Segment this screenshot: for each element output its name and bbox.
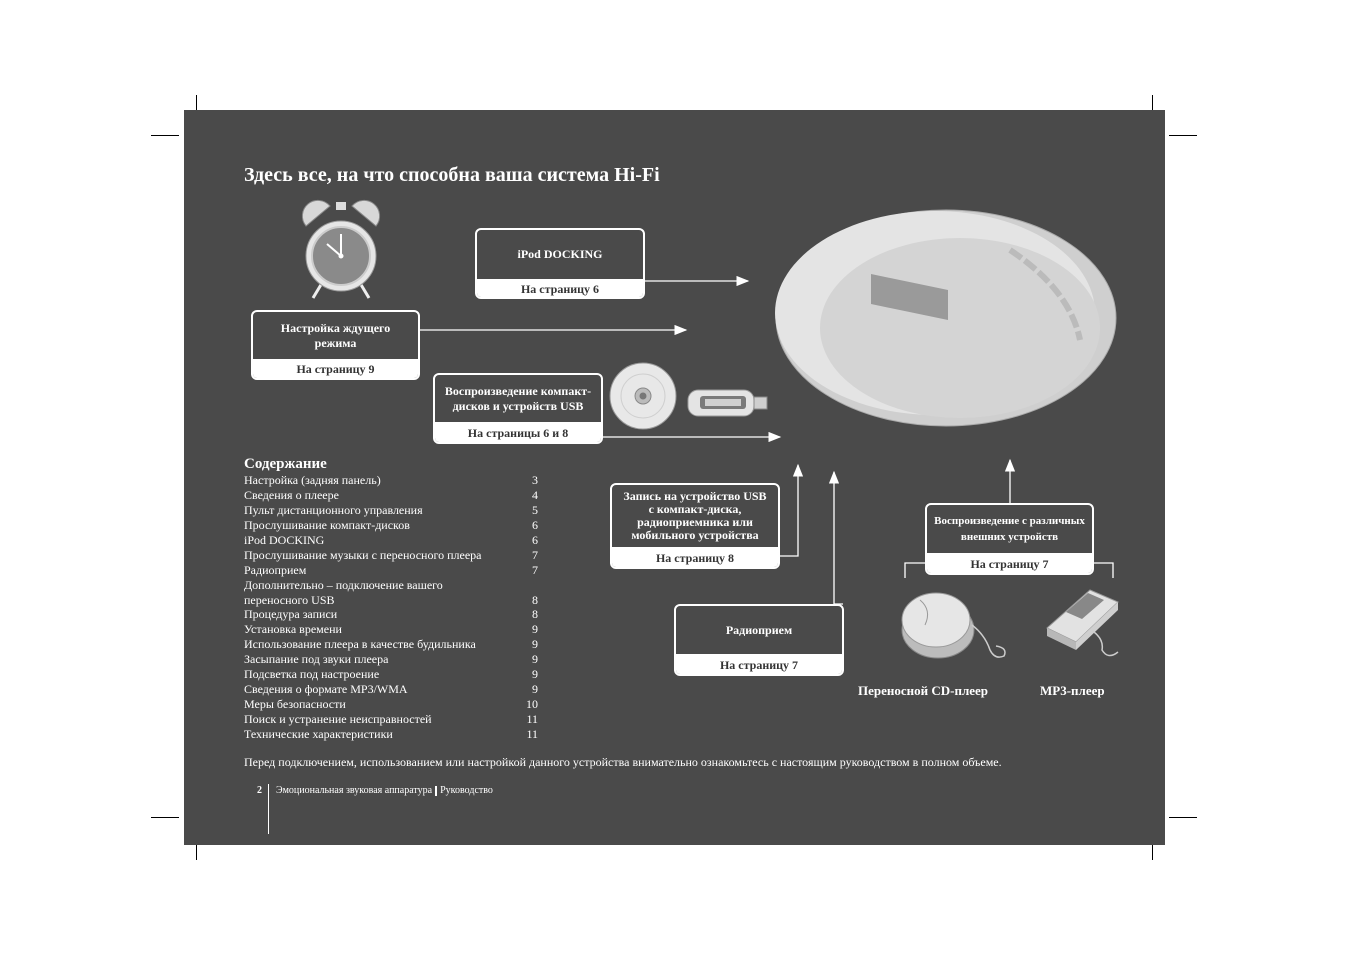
toc-item: [244, 503, 544, 518]
portable-cd-player-icon: [902, 593, 1005, 658]
alarm-standby-box: [251, 310, 420, 380]
toc-item: [244, 488, 544, 503]
toc-item-page: 11: [526, 726, 538, 741]
toc-item: [244, 518, 544, 533]
safety-note: Перед подключением, использованием или настройкой данного устройства внимательно ознакомьтесь с настоящим руководством в полном объеме.: [244, 755, 1002, 769]
toc-item-page: 9: [532, 682, 538, 697]
toc-item: [244, 607, 544, 622]
toc-item-page: 4: [532, 487, 538, 502]
toc-item-label: Использование плеера в качестве будильника: [244, 637, 476, 652]
toc-item-label: iPod DOCKING: [244, 532, 325, 547]
alarm-clock-icon: [302, 200, 379, 298]
toc-item-page: 10: [526, 697, 538, 712]
toc-item: [244, 712, 544, 727]
toc-item-page: 6: [532, 517, 538, 532]
footer-separator: [435, 786, 437, 796]
toc-item: [244, 682, 544, 697]
toc-item: [244, 727, 544, 742]
page-number: 2: [257, 785, 262, 796]
box-label: Запись на устройство USB с компакт-диска, радиоприемника или мобильного устройства: [623, 489, 767, 542]
mp3-caption: MP3-плеер: [1040, 683, 1105, 698]
toc-item-label: Сведения о плеере: [244, 487, 339, 502]
radio-box: [674, 604, 844, 676]
toc-item-label: Установка времени: [244, 622, 342, 637]
box-page-link: На страницы 6 и 8: [435, 422, 601, 444]
box-label: Радиоприем: [725, 622, 793, 637]
cd-disc-icon: [610, 363, 676, 429]
box-page-link: На страницу 9: [253, 359, 418, 380]
toc-item-page: 9: [532, 622, 538, 637]
ipod-docking-box: [475, 228, 645, 299]
toc-item-label: Прослушивание компакт-дисков: [244, 517, 410, 532]
footer-divider: [268, 784, 269, 834]
box-page-link: На страницу 6: [477, 279, 643, 299]
toc-item-page: 7: [532, 547, 538, 562]
mp3-player-icon: [1047, 590, 1118, 656]
toc-item-label: Настройка (задняя панель): [244, 473, 381, 487]
page-title: Здесь все, на что способна ваша система Hi-Fi: [244, 164, 660, 186]
toc-item: [244, 563, 544, 578]
toc-item-label: Прослушивание музыки с переносного плеера: [244, 547, 482, 562]
toc-item-label: Меры безопасности: [244, 697, 346, 712]
running-footer: [276, 785, 493, 796]
toc-item: [244, 548, 544, 563]
toc-item-label: Сведения о формате MP3/WMA: [244, 682, 408, 697]
toc-item: [244, 667, 544, 682]
toc-item-page: 8: [532, 592, 538, 607]
usb-recording-box: [610, 483, 780, 569]
toc-item: [244, 622, 544, 637]
toc-item-label: Процедура записи: [244, 607, 338, 622]
toc-item: [244, 473, 544, 488]
usb-stick-icon: [688, 390, 767, 416]
toc-item-page: 7: [532, 562, 538, 577]
running-footer-right: Руководство: [440, 785, 493, 796]
toc-item-label: Технические характеристики: [244, 726, 393, 741]
toc-item-label: Подсветка под настроение: [244, 667, 380, 682]
portable-cd-caption: Переносной CD-плеер: [858, 683, 989, 698]
toc-item: [244, 533, 544, 548]
hifi-system-icon: [775, 210, 1116, 426]
toc-item-label: Дополнительно – подключение вашего переносного USB: [244, 577, 443, 607]
running-footer-left: Эмоциональная звуковая аппаратура: [276, 785, 433, 796]
toc-item-page: 9: [532, 637, 538, 652]
toc-item-page: 8: [532, 607, 538, 622]
toc-item-label: Пульт дистанционного управления: [244, 502, 423, 517]
toc-item-label: Радиоприем: [244, 562, 307, 577]
toc-list: [244, 473, 544, 742]
toc-heading: Содержание: [244, 456, 327, 472]
toc-item-page: 9: [532, 652, 538, 667]
toc-item-page: 3: [532, 472, 538, 487]
toc-item: [244, 637, 544, 652]
toc-item-label: Поиск и устранение неисправностей: [244, 712, 432, 727]
toc-item-page: 6: [532, 532, 538, 547]
toc-item: [244, 578, 544, 608]
toc-item-label: Засыпание под звуки плеера: [244, 652, 389, 667]
cd-usb-playback-box: [433, 373, 603, 444]
box-label: iPod DOCKING: [517, 247, 603, 261]
toc-item-page: 9: [532, 667, 538, 682]
toc-item: [244, 697, 544, 712]
box-label: Настройка ждущего режима: [280, 320, 391, 350]
box-page-link: На страницу 8: [612, 547, 778, 569]
box-page-link: На страницу 7: [676, 654, 842, 676]
box-label: Воспроизведение с различных внешних устройств: [934, 515, 1085, 543]
external-devices-box: [925, 503, 1094, 575]
toc-item-page: 5: [532, 502, 538, 517]
toc-item: [244, 652, 544, 667]
box-page-link: На страницу 7: [927, 553, 1092, 575]
box-label: Воспроизведение компакт-дисков и устройств USB: [444, 383, 592, 413]
toc-item-page: 11: [526, 712, 538, 726]
